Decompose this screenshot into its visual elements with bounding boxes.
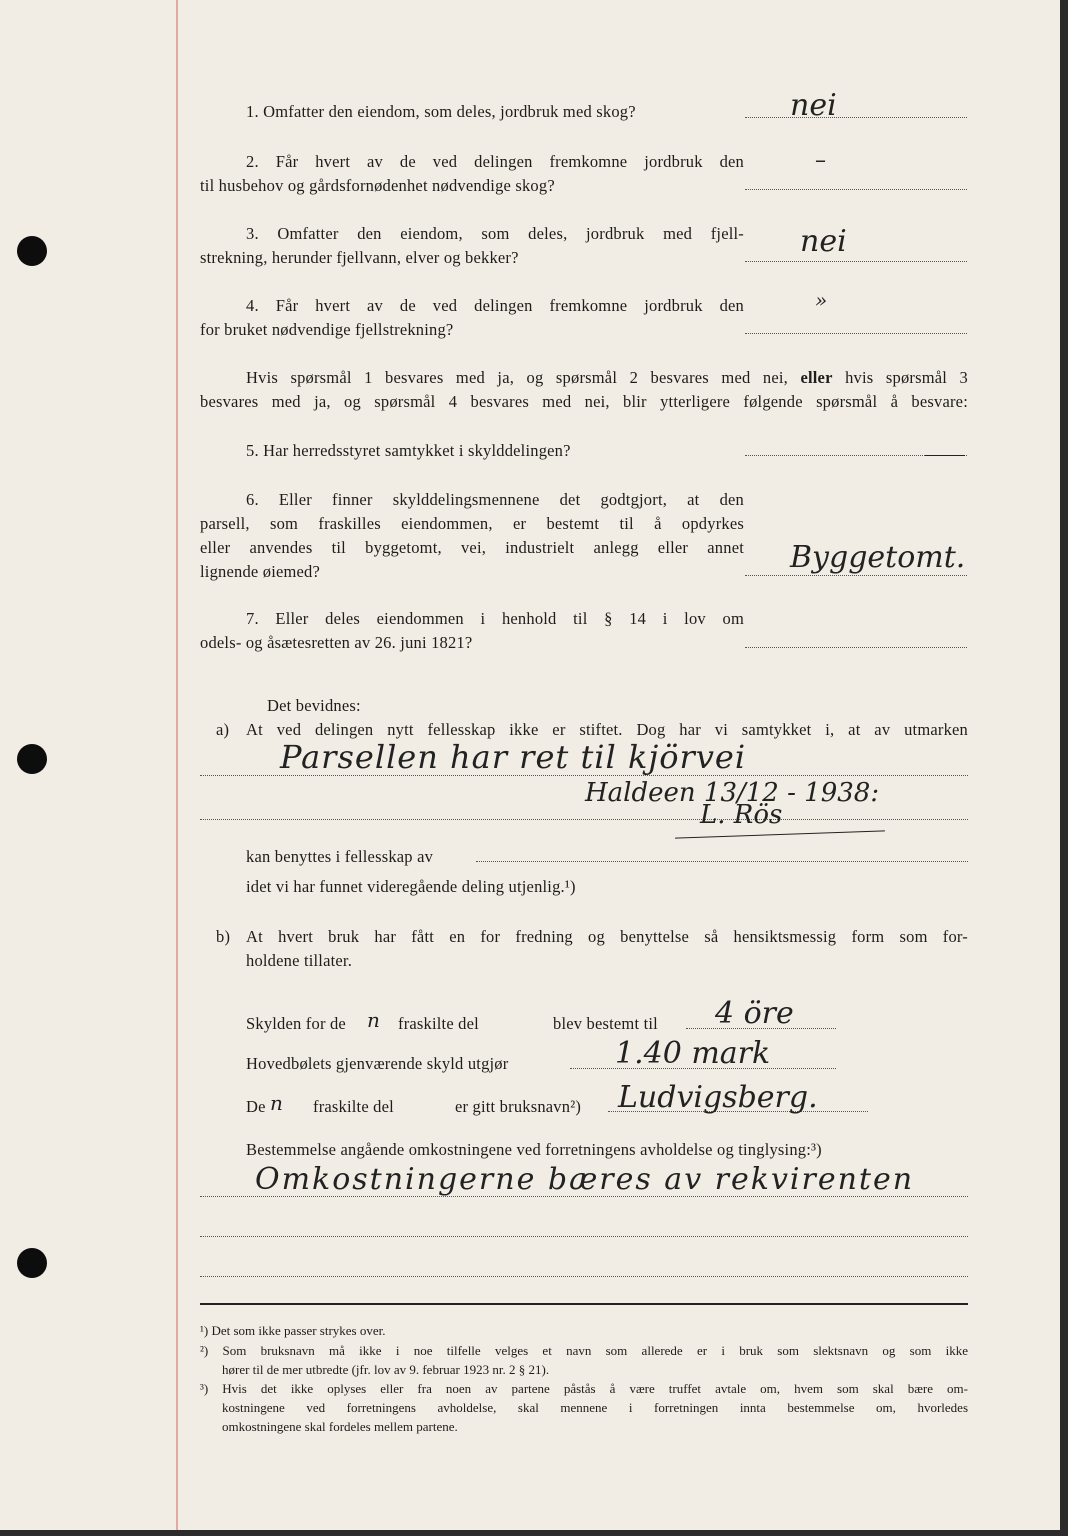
skyld-label: Skylden for de — [246, 1014, 346, 1033]
item-a-text: At ved delingen nytt fellesskap ikke er stiftet. Dog har vi samtykket i, at av utmarken — [246, 720, 968, 739]
footnote-separator — [200, 1303, 968, 1305]
footnote-3-line-1: ³) Hvis det ikke oplyses eller fra noen av partene påstås å være truffet avtale om, hvem som skal bære om- — [200, 1381, 968, 1396]
answer-6: Byggetomt. — [790, 540, 966, 575]
item-a-text-3: idet vi har funnet videregående deling utjenlig.¹) — [246, 877, 576, 896]
question-6-line-2: parsell, som fraskilles eiendommen, er bestemt til å opdyrkes — [200, 514, 744, 533]
answer-line-4 — [745, 333, 967, 334]
item-a-label: a) — [216, 720, 230, 739]
item-b-line-1: At hvert bruk har fått en for fredning og benyttelse så hensiktsmessig form som for- — [246, 927, 968, 946]
question-7-line-2: odels- og åsætesretten av 26. juni 1821? — [200, 633, 473, 652]
omkostning-label: Bestemmelse angående omkostningene ved forretningens avholdelse og tinglysing:³) — [246, 1140, 822, 1159]
answer-2: – — [815, 148, 826, 173]
bruksnavn-handwriting: n — [270, 1091, 283, 1115]
skyld-handwriting: n — [367, 1008, 380, 1032]
margin-line — [176, 0, 178, 1530]
question-6-line-1: 6. Eller finner skylddelingsmennene det godtgjort, at den — [246, 490, 744, 509]
bruksnavn-label-a: De — [246, 1097, 266, 1116]
item-a-handwriting-1: Parsellen har ret til kjörvei — [280, 738, 747, 776]
question-2-line-2: til husbehov og gårdsfornødenhet nødvendige skog? — [200, 176, 555, 195]
answer-1: nei — [790, 88, 837, 123]
footnote-3-line-2: kostningene ved forretningens avholdelse, skal mennene i forretningen innta bestemmelse om, hvorledes — [222, 1400, 968, 1415]
question-5: 5. Har herredsstyret samtykket i skylddelingen? — [246, 441, 571, 460]
question-6-line-3: eller anvendes til byggetomt, vei, industrielt anlegg eller annet — [200, 538, 744, 557]
omkostning-line-2 — [200, 1236, 968, 1237]
answer-line-2 — [745, 189, 967, 190]
skyld-fraskilte: fraskilte del — [398, 1014, 479, 1033]
item-a-line-2 — [200, 819, 968, 820]
question-3-line-1: 3. Omfatter den eiendom, som deles, jordbruk med fjell- — [246, 224, 744, 243]
question-4-line-1: 4. Får hvert av de ved delingen fremkomne jordbruk den — [246, 296, 744, 315]
question-3-line-2: strekning, herunder fjellvann, elver og bekker? — [200, 248, 519, 267]
punch-hole — [17, 1248, 47, 1278]
bruksnavn-value: Ludvigsberg. — [618, 1080, 818, 1115]
skyld-value: 4 öre — [715, 996, 794, 1031]
answer-4: » — [815, 288, 828, 312]
question-7-line-1: 7. Eller deles eiendommen i henhold til § 14 i lov om — [246, 609, 744, 628]
footnote-2-line-1: ²) Som bruksnavn må ikke i noe tilfelle velges et navn som allerede er i bruk som slektsnavn og som ikke — [200, 1343, 968, 1358]
item-b-label: b) — [216, 927, 231, 946]
hovedbol-value: 1.40 mark — [615, 1036, 771, 1071]
footnote-3-line-3: omkostningene skal fordeles mellem partene. — [222, 1419, 458, 1434]
signature-underline — [675, 830, 885, 838]
bevidnes-heading: Det bevidnes: — [267, 696, 361, 715]
answer-line-7 — [745, 647, 967, 648]
bruksnavn-label-c: er gitt bruksnavn²) — [455, 1097, 582, 1116]
footnote-2-line-2: hører til de mer utbredte (jfr. lov av 9. februar 1923 nr. 2 § 21). — [222, 1362, 550, 1377]
item-a-handwriting-2: Haldeen 13/12 - 1938: — [585, 778, 880, 808]
answer-line-3 — [745, 261, 967, 262]
skyld-bestemt: blev bestemt til — [553, 1014, 658, 1033]
question-1: 1. Omfatter den eiendom, som deles, jordbruk med skog? — [246, 102, 636, 121]
answer-dash-5 — [925, 455, 965, 456]
question-6-line-4: lignende øiemed? — [200, 562, 321, 581]
question-4-line-2: for bruket nødvendige fjellstrekning? — [200, 320, 454, 339]
answer-line-6 — [745, 575, 967, 576]
hovedbol-label: Hovedbølets gjenværende skyld utgjør — [246, 1054, 509, 1073]
punch-hole — [17, 744, 47, 774]
omkostning-value: Omkostningerne bæres av rekvirenten — [255, 1162, 915, 1197]
conditional-line-1 — [246, 366, 968, 390]
item-a-line-3 — [476, 861, 968, 862]
conditional-text-a: Hvis spørsmål 1 besvares med ja, og spørsmål 2 besvares med nei, — [246, 368, 788, 387]
conditional-text-b: hvis spørsmål 3 — [845, 368, 968, 387]
bruksnavn-label-b: fraskilte del — [313, 1097, 394, 1116]
answer-3: nei — [800, 224, 847, 259]
punch-hole — [17, 236, 47, 266]
answer-line-1 — [745, 117, 967, 118]
omkostning-line-3 — [200, 1276, 968, 1277]
footnote-1: ¹) Det som ikke passer strykes over. — [200, 1323, 386, 1338]
conditional-line-2: besvares med ja, og spørsmål 4 besvares med nei, blir ytterligere følgende spørsmål å besvare: — [200, 392, 968, 411]
conditional-text-bold: eller — [800, 368, 833, 387]
item-a-text-2: kan benyttes i fellesskap av — [246, 847, 434, 866]
item-a-signature: L. Rös — [700, 800, 783, 830]
question-2-line-1: 2. Får hvert av de ved delingen fremkomne jordbruk den — [246, 152, 744, 171]
item-b-line-2: holdene tillater. — [246, 951, 353, 970]
